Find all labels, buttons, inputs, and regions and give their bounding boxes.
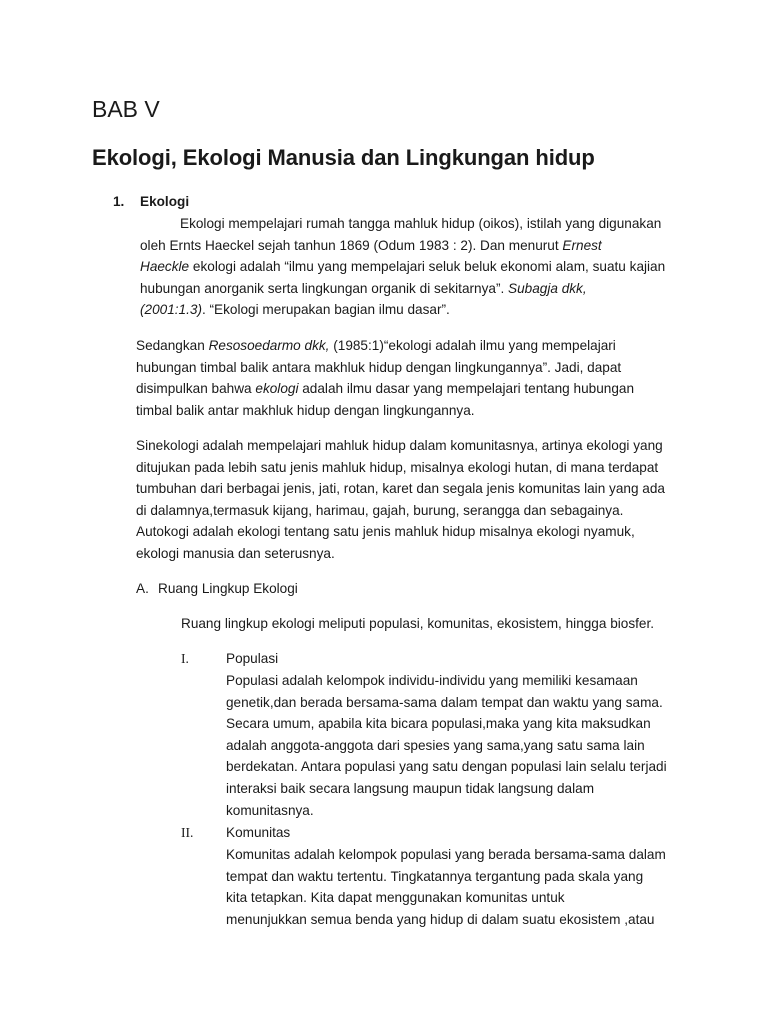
text-line: Secara umum, apabila kita bicara populasi,maka yang kita maksudkan xyxy=(226,716,651,732)
text-line: Populasi adalah kelompok individu-individu yang memiliki kesamaan xyxy=(226,673,638,688)
item-heading-populasi: Populasi xyxy=(226,651,279,666)
text-line: menunjukkan semua benda yang hidup di dalam suatu ekosistem ,atau xyxy=(226,911,655,927)
text-line: Sedangkan Resosoedarmo dkk, (1985:1)“ekologi adalah ilmu yang mempelajari xyxy=(136,338,616,353)
text-line: tempat dan waktu tertentu. Tingkatannya tergantung pada skala yang xyxy=(226,868,644,884)
text-line: Autokogi adalah ekologi tentang satu jenis mahluk hidup misalnya ekologi nyamuk, xyxy=(136,524,635,540)
text-line: hubungan anorganik serta lingkungan organik di sekitarnya”. Subagja dkk, xyxy=(140,280,587,296)
item-numeral-komunitas: II. xyxy=(181,825,194,840)
item-body-komunitas xyxy=(226,844,686,930)
item-numeral-populasi: I. xyxy=(181,651,189,666)
text-line: (2001:1.3). “Ekologi merupakan bagian ilmu dasar”. xyxy=(140,302,450,318)
text-line: Ekologi mempelajari rumah tangga mahluk hidup (oikos), istilah yang digunakan xyxy=(180,216,662,231)
item-heading-komunitas: Komunitas xyxy=(226,825,291,840)
text-line: oleh Ernts Haeckel sejah tanhun 1869 (Odum 1983 : 2). Dan menurut Ernest xyxy=(140,237,602,253)
text-line: Haeckle ekologi adalah “ilmu yang mempelajari seluk beluk ekonomi alam, suatu kajian xyxy=(140,259,666,275)
text-line: adalah anggota-anggota dari spesies yang sama,yang satu sama lain xyxy=(226,737,645,753)
text-line: tumbuhan dari berbagai jenis, jati, rotan, karet dan segala jenis komunitas lain yang ada xyxy=(136,481,665,497)
chapter-label: BAB V xyxy=(92,96,160,122)
text-line: Sinekologi adalah mempelajari mahluk hidup dalam komunitasnya, artinya ekologi yang xyxy=(136,438,663,453)
text-line: ditujukan pada lebih satu jenis mahluk hidup, misalnya ekologi hutan, di mana terdapat xyxy=(136,459,659,475)
text-line: di dalamnya,termasuk kijang, harimau, gajah, burung, serangga dan sebagainya. xyxy=(136,502,624,518)
text-line: Komunitas adalah kelompok populasi yang berada bersama-sama dalam xyxy=(226,847,666,862)
text-line: disimpulkan bahwa ekologi adalah ilmu dasar yang mempelajari tentang hubungan xyxy=(136,381,635,397)
text-line: kita tetapkan. Kita dapat menggunakan komunitas untuk xyxy=(226,890,565,906)
section-number: 1. xyxy=(113,194,125,209)
text-line: hubungan timbal balik antara makhluk hidup dengan lingkungannya”. Jadi, dapat xyxy=(136,359,622,375)
text-line: komunitasnya. xyxy=(226,802,314,818)
subsection-letter: A. xyxy=(136,581,149,596)
section-heading: Ekologi xyxy=(140,194,190,209)
text-line: timbal balik antar makhluk hidup dengan lingkungannya. xyxy=(136,402,475,418)
text-line: genetik,dan berada bersama-sama dalam tempat dan waktu yang sama. xyxy=(226,694,663,710)
paragraph-ruang-lingkup: Ruang lingkup ekologi meliputi populasi, komunitas, ekosistem, hingga biosfer. xyxy=(181,616,655,631)
text-line: interaksi baik secara langsung maupun tidak langsung dalam xyxy=(226,780,595,796)
paragraph-sinekologi xyxy=(136,435,676,565)
item-body-populasi xyxy=(226,670,686,821)
paragraph-resosoedarmo xyxy=(136,335,676,421)
chapter-title: Ekologi, Ekologi Manusia dan Lingkungan hidup xyxy=(92,145,595,170)
subsection-heading: Ruang Lingkup Ekologi xyxy=(158,581,298,596)
text-line: ekologi manusia dan seterusnya. xyxy=(136,545,335,561)
paragraph-ekologi-definition xyxy=(140,213,676,321)
text-line: berdekatan. Antara populasi yang satu dengan populasi lain selalu terjadi xyxy=(226,759,667,775)
